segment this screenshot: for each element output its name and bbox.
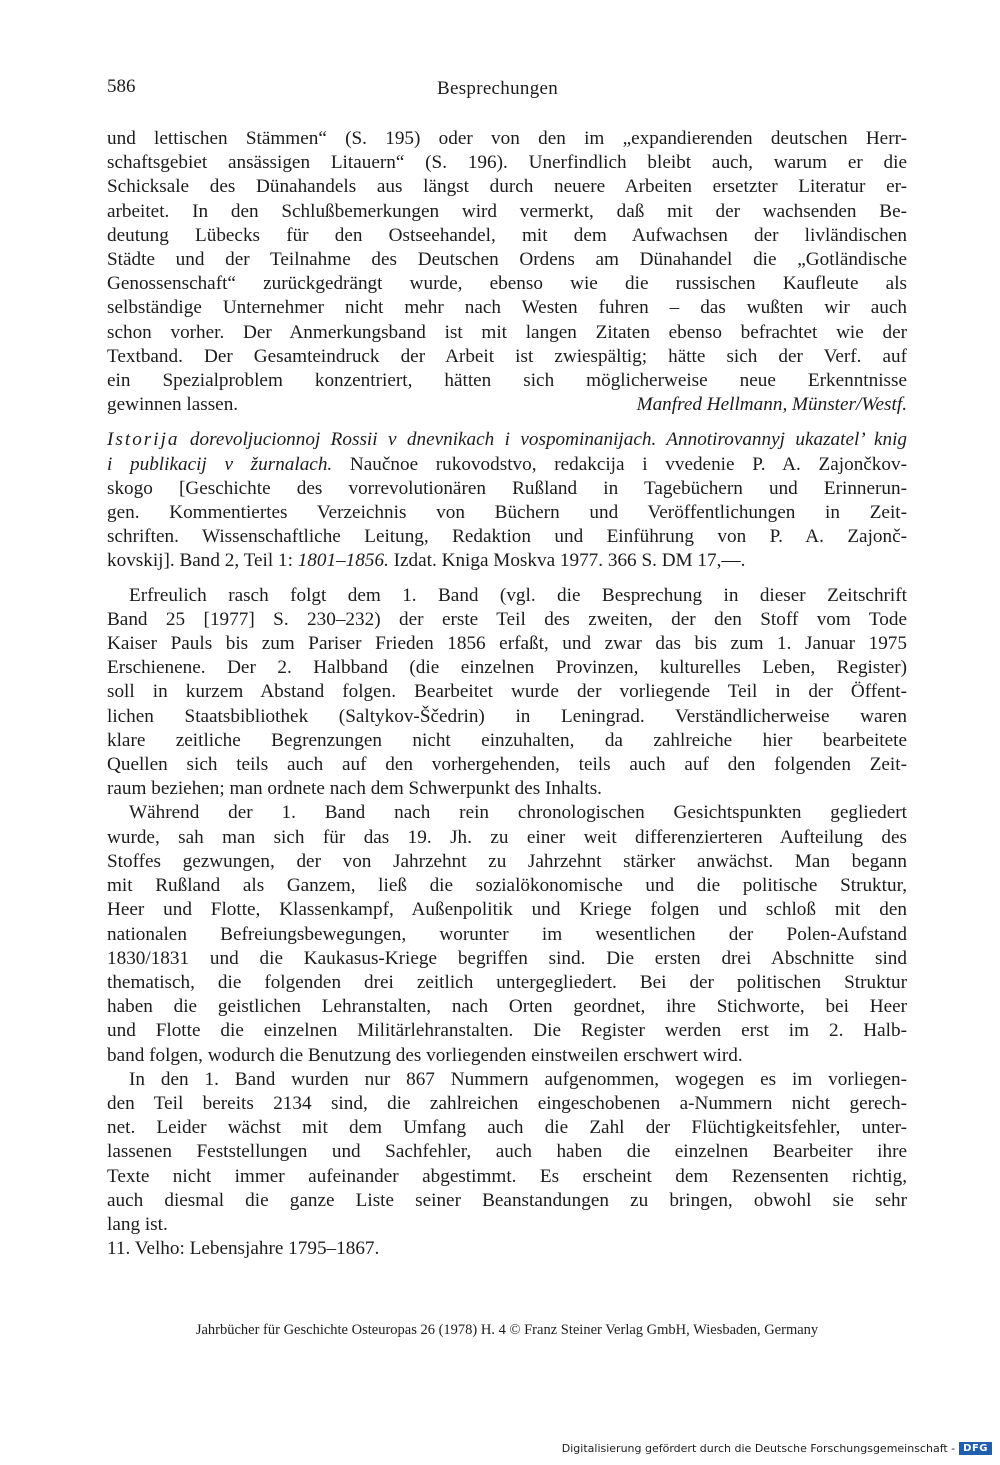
text-line: auch diesmal die ganze Liste seiner Beanstandungen zu bringen, obwohl sie sehr: [107, 1189, 907, 1211]
running-head: Besprechungen: [437, 78, 559, 99]
text-line: Kaiser Pauls bis zum Pariser Frieden 1856 erfaßt, und zwar das bis zum 1. Januar 1975: [107, 633, 907, 655]
text-line: Erschienene. Der 2. Halbband (die einzelnen Provinzen, kulturelles Leben, Register): [107, 657, 907, 679]
page-header: [107, 76, 907, 106]
text-line: band folgen, wodurch die Benutzung des vorliegenden einstweilen erschwert wird.: [107, 1044, 743, 1066]
entry-title-end: i publikacij v žurnalach.: [107, 453, 333, 475]
closing-text: gewinnen lassen.: [107, 394, 239, 416]
entry-line: [107, 453, 907, 477]
entry-editor: Naučnoe rukovodstvo, redakcija i vvedenie P. A. Zajončkov-: [332, 453, 907, 475]
entry-title-spaced: Istorija: [107, 429, 180, 451]
text-line: ein Spezialproblem konzentriert, hätten sich möglicherweise neue Erkenntnisse: [107, 370, 907, 392]
list-item: [107, 1237, 907, 1261]
text-line: Texte nicht immer aufeinander abgestimmt. Es erscheint dem Rezensenten richtig,: [107, 1165, 907, 1187]
text-line: schaftsgebiet ansässigen Litauern“ (S. 196). Unerfindlich bleibt auch, warum er die: [107, 152, 907, 174]
digitization-text: Digitalisierung gefördert durch die Deutsche Forschungsgemeinschaft -: [561, 1442, 956, 1455]
dfg-logo: DFG: [959, 1442, 992, 1455]
review-closing: [107, 393, 907, 417]
bibliographic-entry: [107, 428, 907, 573]
reviewer-signature: Manfred Hellmann, Münster/Westf.: [636, 394, 907, 416]
entry-line: [107, 428, 907, 452]
review-paragraph: [107, 584, 907, 802]
text-line: Schicksale des Dünahandels aus längst durch neuere Arbeiten ersetzter Literatur er-: [107, 176, 907, 198]
text-line: klare zeitliche Begrenzungen nicht einzuhalten, da zahlreiche hier bearbeitete: [107, 729, 907, 751]
review-paragraph: [107, 1068, 907, 1237]
entry-volume: kovskij]. Band 2, Teil 1:: [107, 550, 298, 572]
text-line: arbeitet. In den Schlußbemerkungen wird vermerkt, daß mit der wachsenden Be-: [107, 200, 907, 222]
text-line: raum beziehen; man ordnete nach dem Schwerpunkt des Inhalts.: [107, 778, 602, 800]
text-line: mit Rußland als Ganzem, ließ die sozialökonomische und die politische Struktur,: [107, 875, 907, 897]
text-line: deutung Lübecks für den Ostseehandel, mit dem Aufwachsen der livländischen: [107, 224, 907, 246]
text-line: Heer und Flotte, Klassenkampf, Außenpolitik und Kriege folgen und schloß mit den: [107, 899, 907, 921]
text-line: Stoffes gezwungen, der von Jahrzehnt zu Jahrzehnt stärker anwächst. Man begann: [107, 850, 907, 872]
text-line: Textband. Der Gesamteindruck der Arbeit ist zwiespältig; hätte sich der Verf. auf: [107, 345, 907, 367]
text-line: lang ist.: [107, 1213, 168, 1235]
entry-line: [107, 549, 907, 573]
text-line: Städte und der Teilnahme des Deutschen Ordens am Dünahandel die „Gotländische: [107, 249, 907, 271]
text-line: den Teil bereits 2134 sind, die zahlreichen eingeschobenen a-Nummern nicht gerech-: [107, 1092, 907, 1114]
page-number: 586: [107, 76, 136, 97]
text-line: nationalen Befreiungsbewegungen, worunter im wesentlichen der Polen-Aufstand: [107, 923, 907, 945]
text-line: selbständige Unternehmer nicht mehr nach Westen fuhren – das wußten wir auch: [107, 297, 907, 319]
text-line: Genossenschaft“ zurückgedrängt wurde, ebenso wie die russischen Kaufleute als: [107, 273, 907, 295]
text-line: schon vorher. Der Anmerkungsband ist mit langen Zitaten ebenso befrachtet wie der: [107, 321, 907, 343]
digitization-note: [562, 1442, 992, 1455]
text-line: wurde, sah man sich für das 19. Jh. zu einer weit differenzierteren Aufteilung des: [107, 826, 907, 848]
text-line: und lettischen Stämmen“ (S. 195) oder von den im „expandierenden deutschen Herr-: [107, 128, 907, 149]
review-continuation: [107, 127, 907, 393]
text-line: Erfreulich rasch folgt dem 1. Band (vgl. die Besprechung in dieser Zeitschrift: [129, 584, 907, 606]
list-item-text: 11. Velho: Lebensjahre 1795–1867.: [107, 1238, 380, 1260]
text-line: Band 25 [1977] S. 230–232) der erste Teil des zweiten, der den Stoff vom Tode: [107, 608, 907, 630]
body-text: [107, 127, 907, 1261]
text-line: Quellen sich teils auch auf den vorhergehenden, teils auch auf den folgenden Zeit-: [107, 754, 907, 776]
text-line: thematisch, die folgenden drei zeitlich untergegliedert. Bei der politischen Struktur: [107, 971, 907, 993]
entry-line: schriften. Wissenschaftliche Leitung, Redaktion und Einführung von P. A. Zajonč-: [107, 526, 907, 548]
text-line: lassenen Feststellungen und Sachfehler, auch haben die einzelnen Bearbeiter ihre: [107, 1141, 907, 1163]
text-line: In den 1. Band wurden nur 867 Nummern aufgenommen, wogegen es im vorliegen-: [129, 1068, 907, 1090]
text-line: 1830/1831 und die Kaukasus-Kriege begriffen sind. Die ersten drei Abschnitte sind: [107, 947, 907, 969]
text-line: und Flotte die einzelnen Militärlehranstalten. Die Register werden erst im 2. Halb-: [107, 1020, 907, 1042]
review-paragraph: [107, 801, 907, 1067]
entry-title: dorevoljucionnoj Rossii v dnevnikach i vospominanijach. Annotirovannyj ukazatel’ knig: [179, 429, 907, 451]
entry-period: 1801–1856.: [297, 550, 389, 572]
text-line: Während der 1. Band nach rein chronologischen Gesichtspunkten gegliedert: [129, 802, 907, 824]
journal-footer: Jahrbücher für Geschichte Osteuropas 26 (1978) H. 4 © Franz Steiner Verlag GmbH, Wiesbaden, Germany: [195, 1322, 819, 1338]
entry-line: gen. Kommentiertes Verzeichnis von Büchern und Veröffentlichungen in Zeit-: [107, 502, 907, 524]
text-line: haben die geistlichen Lehranstalten, nach Orten geordnet, ihre Stichworte, bei Heer: [107, 996, 907, 1018]
text-line: lichen Staatsbibliothek (Saltykov-Ščedrin) in Leningrad. Verständlicherweise waren: [107, 705, 907, 727]
text-line: net. Leider wächst mit dem Umfang auch die Zahl der Flüchtigkeitsfehler, unter-: [107, 1117, 907, 1139]
entry-line: skogo [Geschichte des vorrevolutionären Rußland in Tagebüchern und Erinnerun-: [107, 477, 907, 499]
entry-publisher: Izdat. Kniga Moskva 1977. 366 S. DM 17,—.: [388, 550, 746, 572]
text-line: soll in kurzem Abstand folgen. Bearbeitet wurde der vorliegende Teil in der Öffent-: [107, 681, 907, 703]
